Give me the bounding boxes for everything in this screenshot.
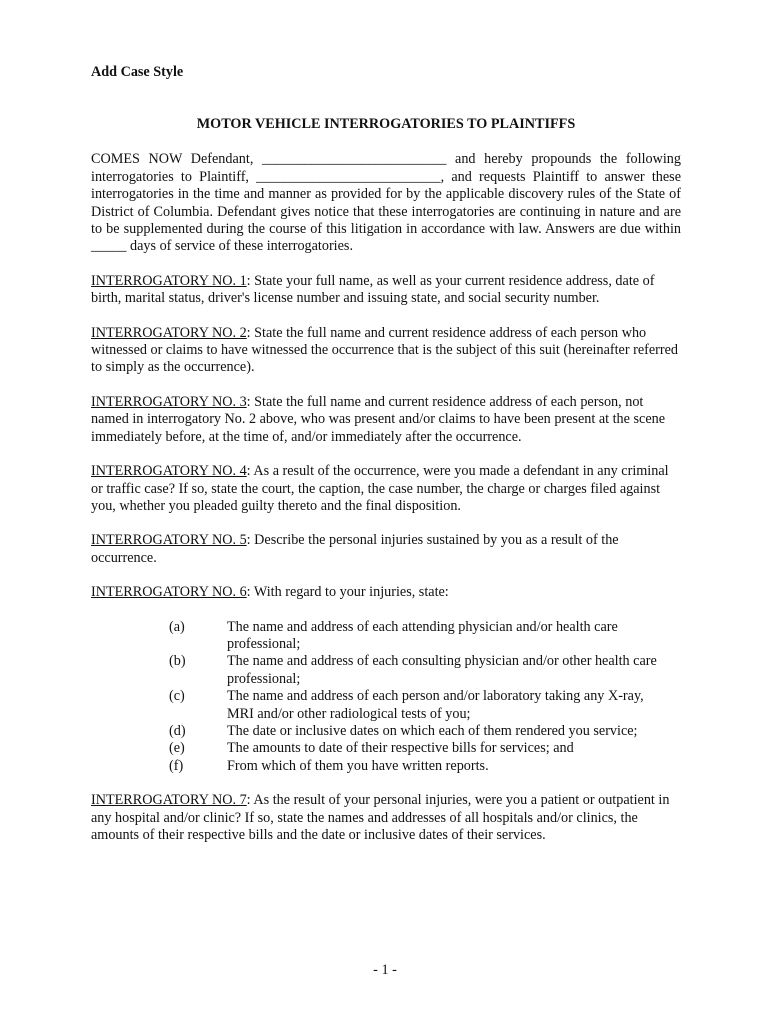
- interrogatory-text: : Describe the personal injuries sustained by you as a result of the occurrence.: [91, 532, 619, 566]
- list-item-text: From which of them you have written reports.: [227, 757, 489, 774]
- injury-details-list: [91, 619, 681, 776]
- list-item: [91, 619, 681, 654]
- interrogatory-7: [91, 792, 681, 844]
- interrogatory-heading: INTERROGATORY NO. 5: [91, 532, 247, 549]
- list-item: [91, 740, 681, 757]
- list-item-letter: (b): [169, 653, 186, 670]
- interrogatory-1: [91, 273, 681, 308]
- document-title: MOTOR VEHICLE INTERROGATORIES TO PLAINTIFFS: [196, 116, 576, 132]
- list-item-text: The amounts to date of their respective bills for services; and: [227, 740, 574, 757]
- interrogatory-heading: INTERROGATORY NO. 2: [91, 324, 247, 341]
- interrogatory-text: : With regard to your injuries, state:: [246, 584, 449, 601]
- intro-paragraph: COMES NOW Defendant, __________________________ and hereby propounds the following interrogatories to Plaintiff, __________________________, and requests Plaintiff to answer these interrogatories in the time and manner as provided for by the applicable discovery rules of the State of District of Columbia. Defendant gives notice that these interrogatories are continuing in nature and are to be supplemented during the course of this litigation in accordance with law. Answers are due within _____ days of service of these interrogatories.: [91, 151, 681, 255]
- list-item-letter: (e): [169, 740, 185, 757]
- document-page: [91, 64, 681, 861]
- interrogatory-2: [91, 325, 681, 377]
- interrogatory-text: : State the full name and current residence address of each person, not named in interrogatory No. 2 above, who was present and/or claims to have been present at the scene immediately before, at the time of, and/or immediately after the occurrence.: [91, 393, 666, 445]
- interrogatory-text: : As a result of the occurrence, were you made a defendant in any criminal or traffic case? If so, state the court, the caption, the case number, the charge or charges filed against you, whether you pleaded guilty thereto and the final disposition.: [91, 463, 669, 514]
- list-item: [91, 653, 681, 688]
- interrogatory-5: [91, 532, 681, 567]
- list-item-text: The name and address of each attending physician and/or health care professional;: [227, 618, 618, 652]
- interrogatory-3: [91, 394, 681, 446]
- interrogatory-heading: INTERROGATORY NO. 7: [91, 792, 247, 809]
- list-item-text: The date or inclusive dates on which each of them rendered you service;: [227, 722, 638, 739]
- interrogatory-heading: INTERROGATORY NO. 3: [91, 393, 247, 410]
- list-item-text: The name and address of each consulting physician and/or other health care professional;: [227, 653, 657, 687]
- interrogatory-heading: INTERROGATORY NO. 1: [91, 272, 247, 289]
- list-item-letter: (c): [169, 688, 185, 705]
- case-style: Add Case Style: [91, 64, 184, 80]
- interrogatory-heading: INTERROGATORY NO. 4: [91, 463, 247, 480]
- list-item-text: The name and address of each person and/or laboratory taking any X-ray, MRI and/or other radiological tests of you;: [227, 688, 644, 722]
- list-item: [91, 723, 681, 740]
- list-item-letter: (a): [169, 618, 185, 635]
- interrogatory-text: : State your full name, as well as your current residence address, date of birth, marital status, driver's license number and issuing state, and social security number.: [91, 272, 655, 307]
- interrogatory-4: [91, 463, 681, 515]
- list-item: [91, 758, 681, 775]
- list-item-letter: (f): [169, 757, 184, 774]
- list-item-letter: (d): [169, 722, 186, 739]
- page-number: - 1 -: [373, 962, 397, 978]
- list-item: [91, 688, 681, 723]
- interrogatory-heading: INTERROGATORY NO. 6: [91, 584, 247, 601]
- interrogatory-text: : As the result of your personal injuries, were you a patient or outpatient in any hospital and/or clinic? If so, state the names and addresses of all hospitals and/or clinics, the amounts of their respective bills and the date or inclusive dates of their services.: [91, 792, 670, 843]
- interrogatory-6: [91, 584, 681, 601]
- interrogatory-text: : State the full name and current residence address of each person who witnessed or claims to have witnessed the occurrence that is the subject of this suit (hereinafter referred to simply as the occurrence).: [91, 324, 678, 376]
